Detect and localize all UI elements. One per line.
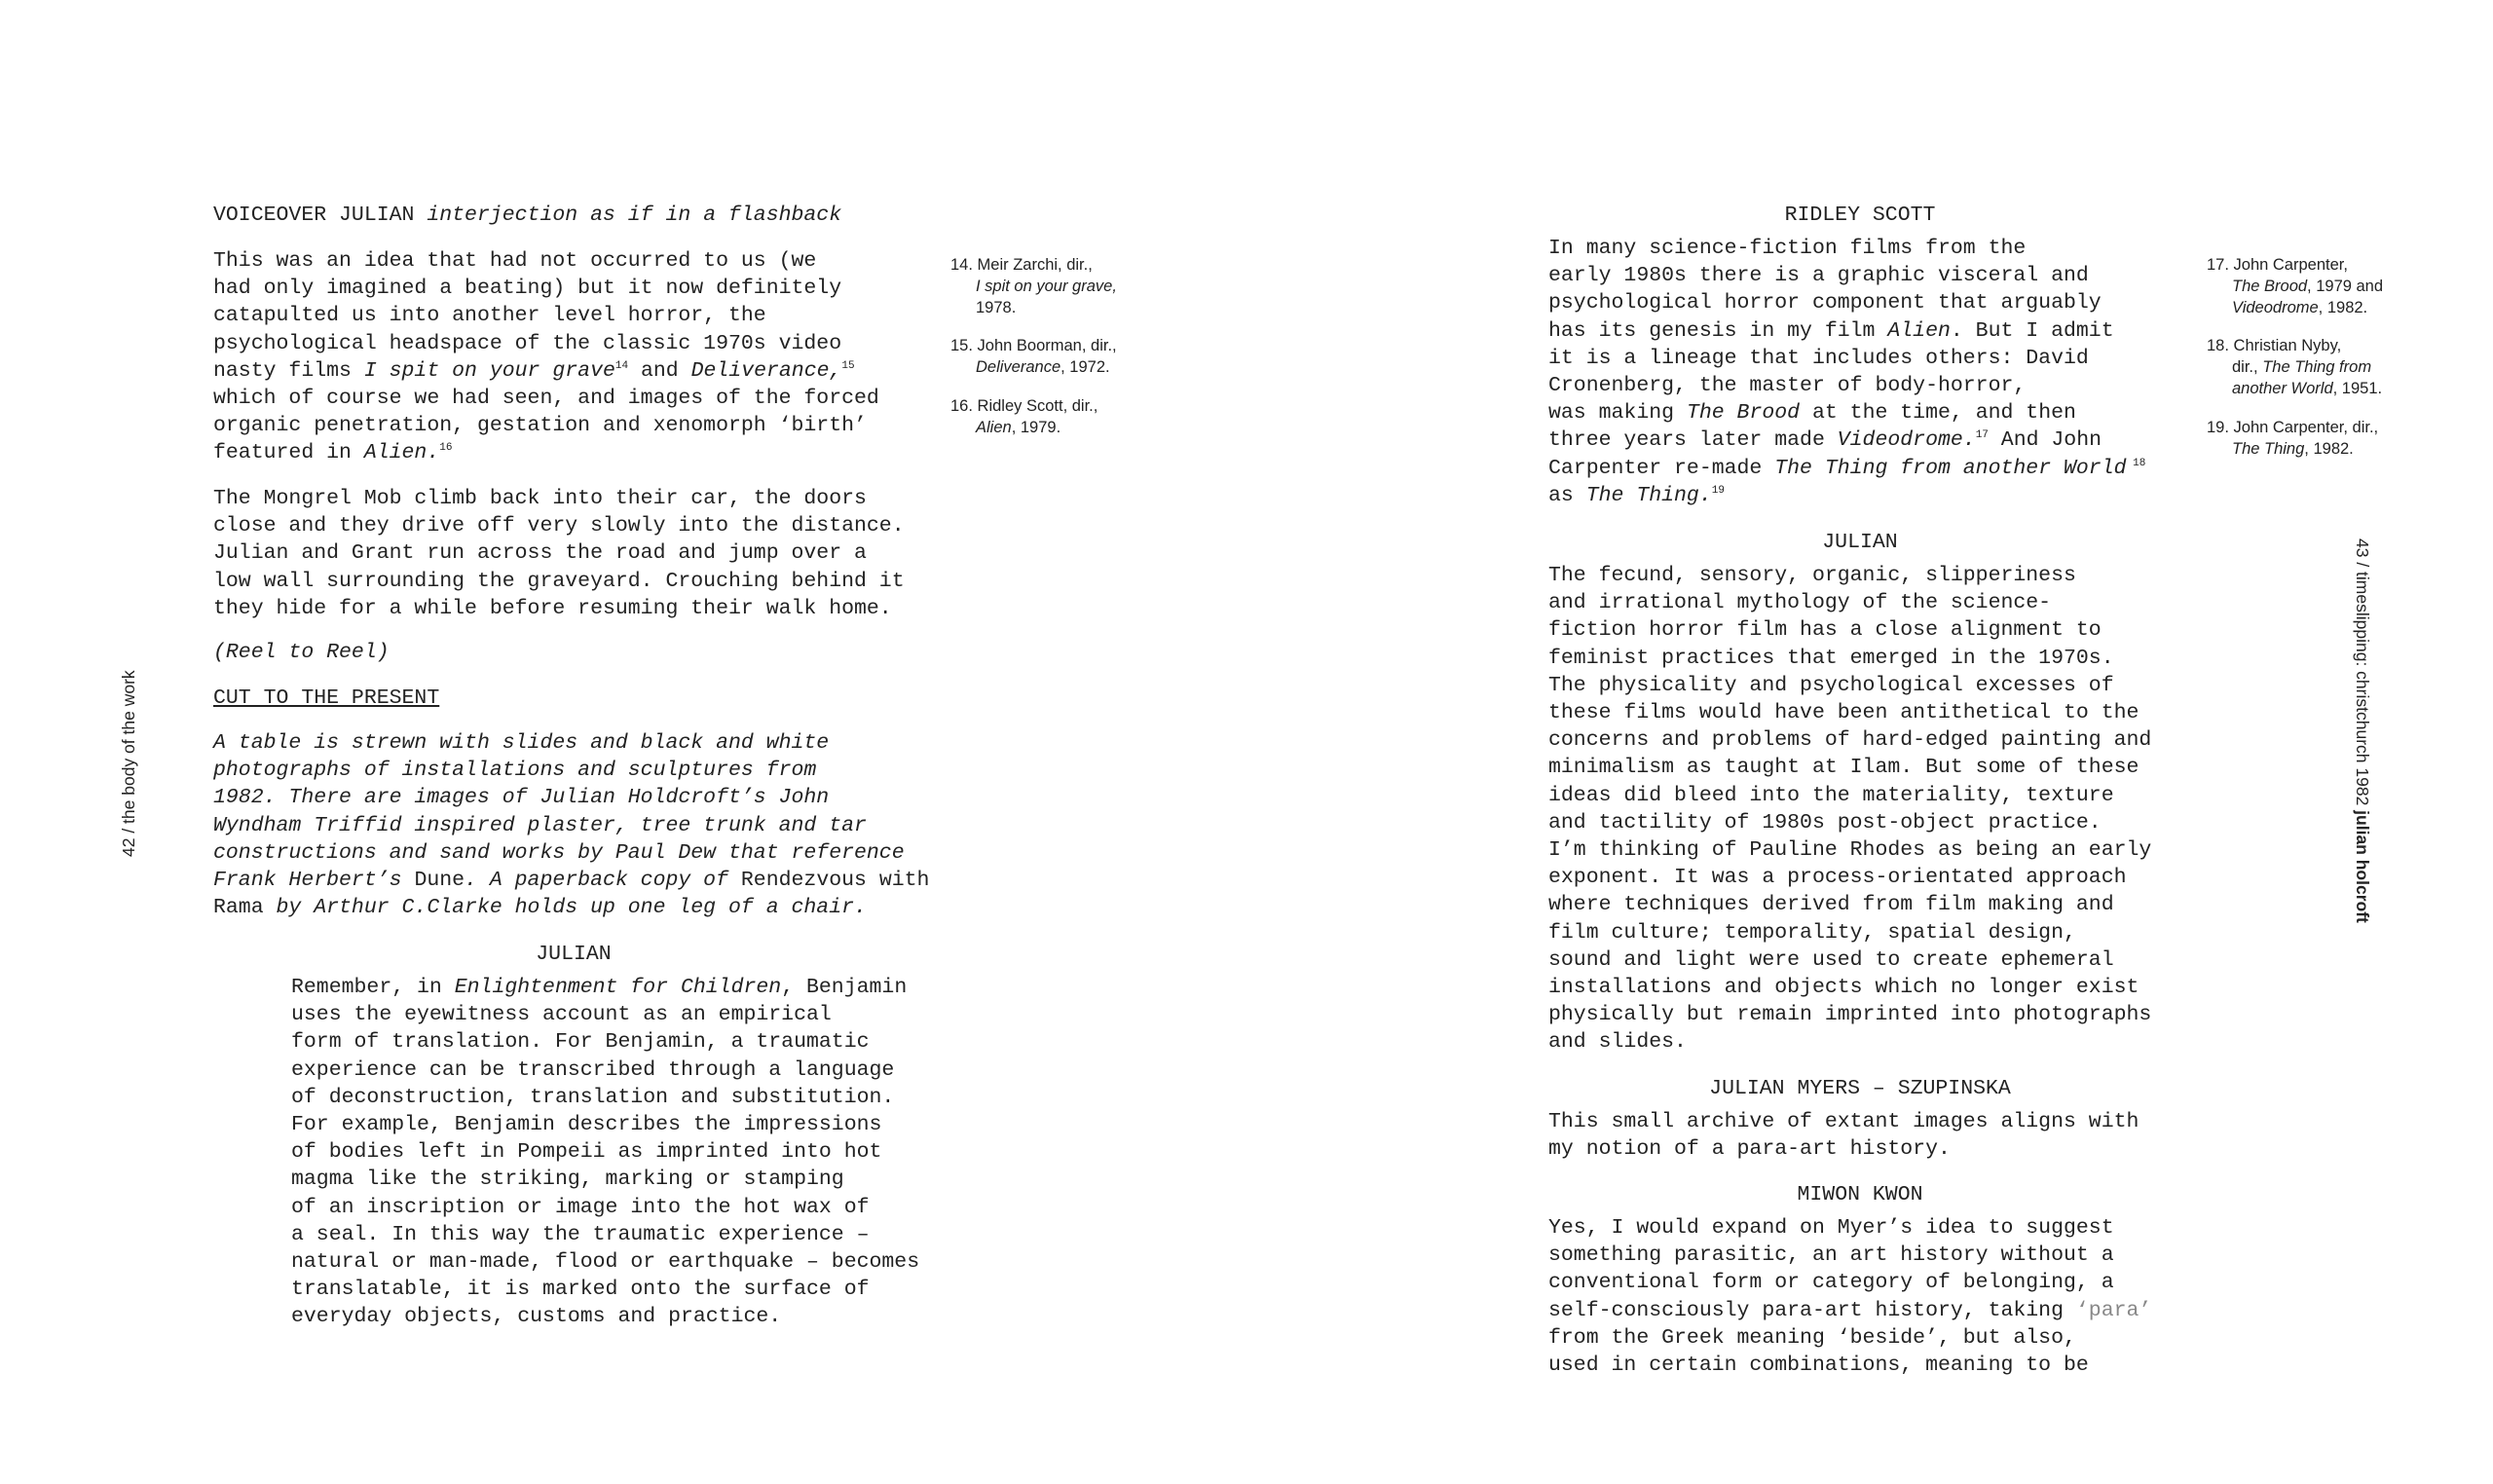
- line: minimalism as taught at Ilam. But some of these: [1548, 756, 2140, 780]
- line: of deconstruction, translation and substitution.: [291, 1085, 895, 1109]
- line: at the time, and then: [1800, 401, 2076, 426]
- film-title: Alien.: [363, 441, 440, 465]
- line: three years later made: [1548, 428, 1838, 453]
- line: and slides.: [1548, 1030, 1687, 1055]
- footnote-text: Christian Nyby,: [2233, 337, 2342, 354]
- line: a seal. In this way the traumatic experience –: [291, 1222, 870, 1246]
- line: self-consciously para-art history, taking: [1548, 1298, 2076, 1322]
- runner-author: julian holcroft: [2353, 810, 2372, 923]
- footnote-text: , 1982.: [2318, 299, 2368, 316]
- line: sound and light were used to create ephemeral: [1548, 947, 2114, 972]
- cut-to-present: CUT TO THE PRESENT: [213, 686, 440, 710]
- film-title: The Thing from another World: [1774, 456, 2127, 480]
- line: of bodies left in Pompeii as imprinted into hot: [291, 1140, 882, 1165]
- line: The Mongrel Mob climb back into their car, the doors: [213, 487, 867, 510]
- line: photographs of installations and sculptures from: [213, 759, 817, 783]
- runner-text: 43 / timeslipping: christchurch 1982: [2353, 538, 2372, 811]
- line: nasty films: [213, 358, 364, 383]
- line: and: [628, 358, 691, 383]
- film-title: The Brood: [1686, 401, 1801, 426]
- footnote-title: Deliverance: [976, 358, 1061, 376]
- line: , Benjamin: [781, 976, 908, 999]
- greyed-word: ‘para’: [2075, 1298, 2152, 1322]
- footnote-text: John Carpenter, dir.,: [2233, 419, 2379, 436]
- line: of an inscription or image into the hot wax of: [291, 1195, 870, 1219]
- line: where techniques derived from film making and: [1548, 893, 2114, 917]
- footnote-number: 17.: [2207, 256, 2229, 274]
- page-runner-left: 42 / the body of the work: [119, 670, 138, 857]
- line: featured in: [213, 441, 364, 465]
- line: I’m thinking of Pauline Rhodes as being an early: [1548, 838, 2152, 863]
- line: was making: [1548, 401, 1687, 426]
- ridley-speech: [1548, 235, 2145, 509]
- line: In many science-fiction films from the: [1548, 237, 2027, 260]
- footnote-text: Meir Zarchi, dir.,: [977, 256, 1093, 274]
- line: Cronenberg, the master of body-horror,: [1548, 374, 2027, 398]
- line: early 1980s there is a graphic visceral and: [1548, 264, 2089, 288]
- julian-response: [1548, 562, 2151, 1057]
- footnote-text: , 1979 and: [2307, 278, 2384, 295]
- heading-text: VOICEOVER JULIAN: [213, 204, 428, 227]
- footnote-ref: 19: [1711, 484, 1725, 497]
- line: catapulted us into another level horror, the: [213, 304, 766, 328]
- line: This was an idea that had not occurred to us (we: [213, 249, 817, 273]
- footnote-title: Videodrome: [2232, 299, 2319, 316]
- stage-direction: [213, 729, 929, 921]
- line: A table is strewn with slides and black and white: [213, 731, 830, 755]
- line: . A paperback copy of: [465, 869, 741, 893]
- book-title: Rama: [213, 896, 264, 920]
- footnote-title: another World: [2232, 380, 2333, 397]
- footnote-text: Ridley Scott, dir.,: [977, 397, 1098, 415]
- paragraph-flashback: [213, 247, 879, 467]
- film-title: I spit on your grave: [363, 358, 615, 383]
- line: used in certain combinations, meaning to be: [1548, 1354, 2089, 1378]
- line: my notion of a para-art history.: [1548, 1137, 1951, 1162]
- speaker-julian-myers: JULIAN MYERS – SZUPINSKA: [1709, 1077, 2011, 1100]
- film-title: Deliverance,: [690, 358, 842, 383]
- footnote-text: , 1979.: [1011, 419, 1061, 436]
- line: feminist practices that emerged in the 1970s.: [1548, 646, 2114, 670]
- line: 1982. There are images of Julian Holdcroft’s John: [213, 786, 830, 810]
- footnote-ref: 16: [439, 442, 453, 455]
- footnote-number: 19.: [2207, 419, 2229, 436]
- line: low wall surrounding the graveyard. Crouching behind it: [213, 569, 905, 593]
- line: from the Greek meaning ‘beside’, but also,: [1548, 1325, 2076, 1350]
- speaker-julian: JULIAN: [536, 943, 612, 966]
- footnote-text: 1978.: [976, 299, 1017, 316]
- line: For example, Benjamin describes the impressions: [291, 1113, 882, 1137]
- footnote-ref: 17: [1975, 429, 1989, 442]
- julian-speech: [291, 974, 919, 1331]
- line: form of translation. For Benjamin, a traumatic: [291, 1030, 870, 1055]
- footnote-number: 15.: [950, 337, 973, 354]
- line: concerns and problems of hard-edged painting and: [1548, 728, 2152, 753]
- line: conventional form or category of belonging, a: [1548, 1271, 2114, 1295]
- line: Julian and Grant run across the road and jump over a: [213, 541, 867, 566]
- speaker-miwon-kwon: MIWON KWON: [1797, 1183, 1923, 1206]
- heading-italic: interjection as if in a flashback: [427, 204, 842, 227]
- line: translatable, it is marked onto the surface of: [291, 1278, 870, 1302]
- line: they hide for a while before resuming their walk home.: [213, 596, 892, 620]
- footnote-title: The Brood: [2232, 278, 2308, 295]
- line: has its genesis in my film: [1548, 318, 1888, 343]
- line: Wyndham Triffid inspired plaster, tree trunk and tar: [213, 813, 867, 837]
- line: The fecund, sensory, organic, slipperiness: [1548, 564, 2076, 587]
- footnote-text: John Boorman, dir.,: [977, 337, 1117, 354]
- line: Frank Herbert’s: [213, 869, 415, 893]
- line: ideas did bleed into the materiality, texture: [1548, 783, 2114, 807]
- line: uses the eyewitness account as an empirical: [291, 1003, 832, 1027]
- line: it is a lineage that includes others: David: [1548, 346, 2089, 370]
- speaker-ridley-scott: RIDLEY SCOTT: [1784, 204, 1936, 227]
- line: everyday objects, customs and practice.: [291, 1305, 782, 1329]
- line: Yes, I would expand on Myer’s idea to suggest: [1548, 1216, 2114, 1240]
- line: installations and objects which no longer exist: [1548, 976, 2140, 1000]
- line: close and they drive off very slowly into the distance.: [213, 514, 905, 538]
- myers-speech: [1548, 1108, 2139, 1163]
- footnote-title: I spit on your grave,: [976, 278, 1117, 295]
- line: constructions and sand works by Paul Dew that reference: [213, 840, 905, 865]
- page-runner-right: [2352, 538, 2372, 923]
- line: film culture; temporality, spatial design,: [1548, 920, 2076, 945]
- footnote-18: [2207, 335, 2382, 399]
- line: Remember, in: [291, 976, 455, 999]
- reel-to-reel: (Reel to Reel): [213, 641, 390, 664]
- book-title: Rendezvous with: [740, 869, 930, 893]
- line: magma like the striking, marking or stamping: [291, 1168, 844, 1192]
- footnote-14: [950, 254, 1117, 318]
- footnote-text: , 1972.: [1060, 358, 1110, 376]
- film-title: Alien: [1887, 318, 1951, 343]
- line: psychological horror component that arguably: [1548, 291, 2102, 315]
- line: as: [1548, 483, 1586, 507]
- footnote-16: [950, 395, 1098, 438]
- footnote-15: [950, 335, 1117, 378]
- line: which of course we had seen, and images of the forced: [213, 387, 879, 411]
- footnote-text: , 1982.: [2304, 440, 2354, 458]
- book-title: Enlightenment for Children: [454, 976, 782, 999]
- footnote-text: dir.,: [2232, 358, 2263, 376]
- footnote-number: 18.: [2207, 337, 2229, 354]
- line: Carpenter re-made: [1548, 456, 1775, 480]
- footnote-number: 14.: [950, 256, 973, 274]
- line: exponent. It was a process-orientated approach: [1548, 866, 2127, 890]
- line: and irrational mythology of the science-: [1548, 591, 2052, 615]
- line: something parasitic, an art history without a: [1548, 1243, 2114, 1268]
- footnote-ref: 14: [614, 359, 629, 372]
- line: physically but remain imprinted into photographs: [1548, 1003, 2152, 1027]
- book-title: Dune: [414, 869, 465, 893]
- footnote-text: John Carpenter,: [2233, 256, 2348, 274]
- line: and tactility of 1980s post-object practice.: [1548, 810, 2102, 835]
- line: organic penetration, gestation and xenomorph ‘birth’: [213, 414, 867, 438]
- line: these films would have been antithetical to the: [1548, 701, 2140, 725]
- line: This small archive of extant images aligns with: [1548, 1110, 2140, 1133]
- film-title: The Thing.: [1585, 483, 1712, 507]
- line: fiction horror film has a close alignment to: [1548, 618, 2102, 643]
- line: experience can be transcribed through a language: [291, 1057, 895, 1082]
- line: The physicality and psychological excesses of: [1548, 673, 2114, 697]
- voiceover-heading: [213, 202, 841, 229]
- line: And John: [1988, 428, 2102, 453]
- line: natural or man-made, flood or earthquake – becomes: [291, 1250, 920, 1275]
- line: . But I admit: [1950, 318, 2114, 343]
- footnote-title: The Thing: [2232, 440, 2305, 458]
- paragraph-mongrel-mob: [213, 485, 905, 622]
- footnote-number: 16.: [950, 397, 973, 415]
- film-title: Videodrome.: [1837, 428, 1976, 453]
- line: had only imagined a beating) but it now definitely: [213, 277, 842, 301]
- footnote-ref: 18: [2126, 457, 2146, 469]
- kwon-speech: [1548, 1214, 2151, 1379]
- footnote-17: [2207, 254, 2383, 318]
- footnote-ref: 15: [841, 359, 855, 372]
- footnote-title: Alien: [976, 419, 1012, 436]
- footnote-19: [2207, 417, 2378, 460]
- footnote-title: The Thing from: [2262, 358, 2372, 376]
- line: by Arthur C.Clarke holds up one leg of a chair.: [263, 896, 867, 920]
- line: psychological headspace of the classic 1970s video: [213, 331, 842, 355]
- speaker-julian-right: JULIAN: [1822, 531, 1898, 554]
- footnote-text: , 1951.: [2332, 380, 2383, 397]
